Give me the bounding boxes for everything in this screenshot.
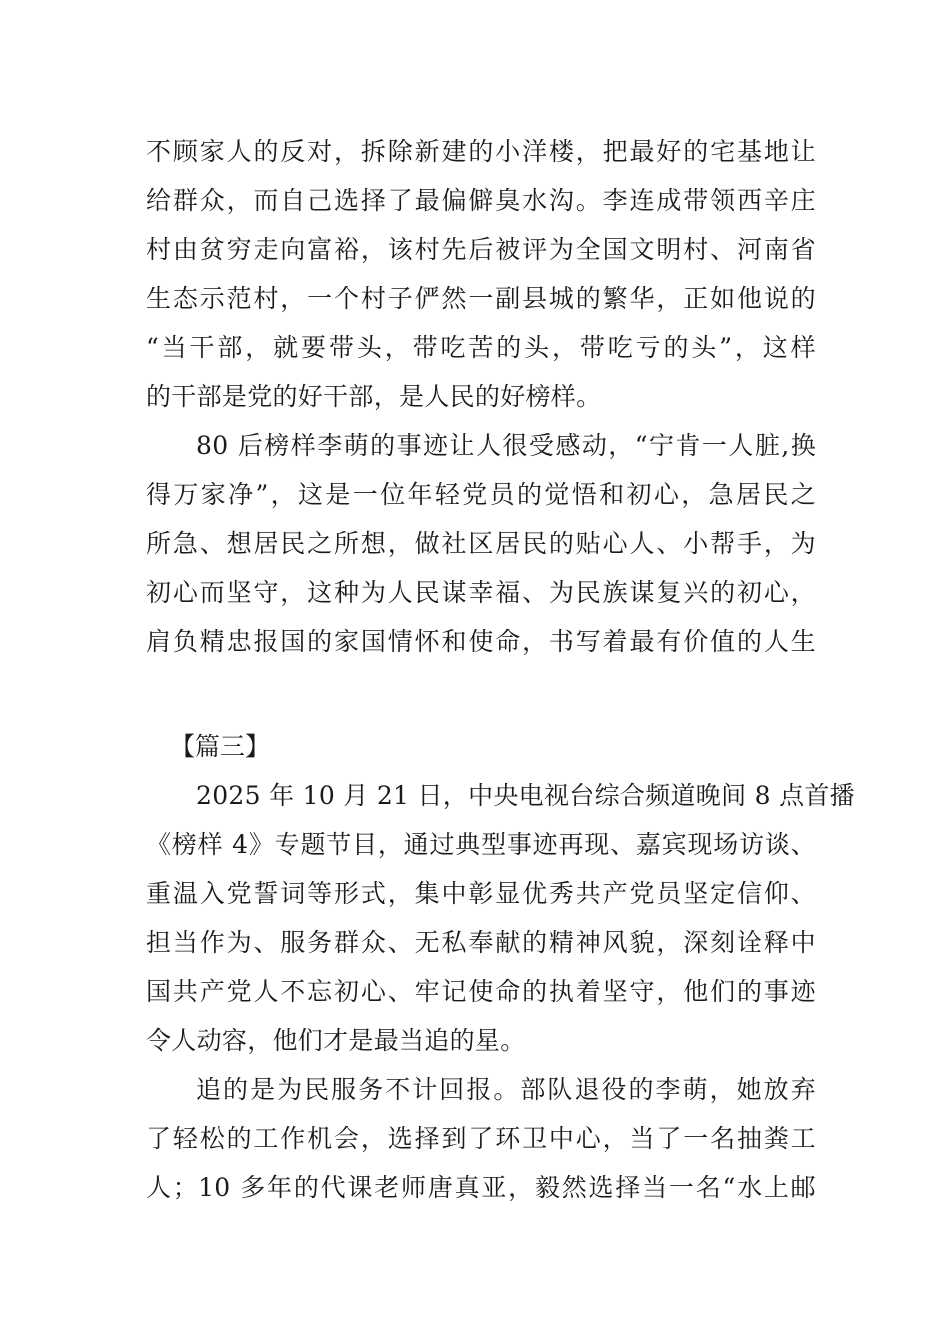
- text-line: 的干部是党的好干部，是人民的好榜样。: [146, 382, 602, 411]
- text-line: 令人动容，他们才是最当追的星。: [146, 1026, 526, 1055]
- text-line: 80 后榜样李萌的事迹让人很受感动，“宁肯一人脏,换: [196, 431, 816, 460]
- text-line: 得万家净”，这是一位年轻党员的觉悟和初心，急居民之: [146, 480, 816, 509]
- text-line: “当干部，就要带头，带吃苦的头，带吃亏的头”，这样: [146, 333, 816, 362]
- text-line: 《榜样 4》专题节目，通过典型事迹再现、嘉宾现场访谈、: [146, 830, 816, 859]
- text-line: 国共产党人不忘初心、牢记使命的执着坚守，他们的事迹: [146, 977, 816, 1006]
- text-line: 所急、想居民之所想，做社区居民的贴心人、小帮手，为: [146, 529, 816, 558]
- text-line: 初心而坚守，这种为人民谋幸福、为民族谋复兴的初心，: [146, 578, 816, 607]
- text-line: 不顾家人的反对，拆除新建的小洋楼，把最好的宅基地让: [146, 137, 816, 166]
- paragraph-block-top: [146, 127, 816, 666]
- text-line: 给群众，而自己选择了最偏僻臭水沟。李连成带领西辛庄: [146, 186, 816, 215]
- paragraph-block-bottom: [146, 771, 855, 1212]
- text-line: 村由贫穷走向富裕，该村先后被评为全国文明村、河南省: [146, 235, 816, 264]
- text-line: 了轻松的工作机会，选择到了环卫中心，当了一名抽粪工: [146, 1124, 816, 1153]
- text-line: 生态示范村，一个村子俨然一副县城的繁华，正如他说的: [146, 284, 816, 313]
- text-line: 担当作为、服务群众、无私奉献的精神风貌，深刻诠释中: [146, 928, 816, 957]
- text-line: 人；10 多年的代课老师唐真亚，毅然选择当一名“水上邮: [146, 1173, 816, 1202]
- text-line: 重温入党誓词等形式，集中彰显优秀共产党员坚定信仰、: [146, 879, 816, 908]
- section-heading: 【篇三】: [170, 732, 271, 761]
- text-line: 追的是为民服务不计回报。部队退役的李萌，她放弃: [196, 1075, 816, 1104]
- text-line: 2025 年 10 月 21 日，中央电视台综合频道晚间 8 点首播: [196, 781, 855, 810]
- text-line: 肩负精忠报国的家国情怀和使命，书写着最有价值的人生: [146, 627, 816, 656]
